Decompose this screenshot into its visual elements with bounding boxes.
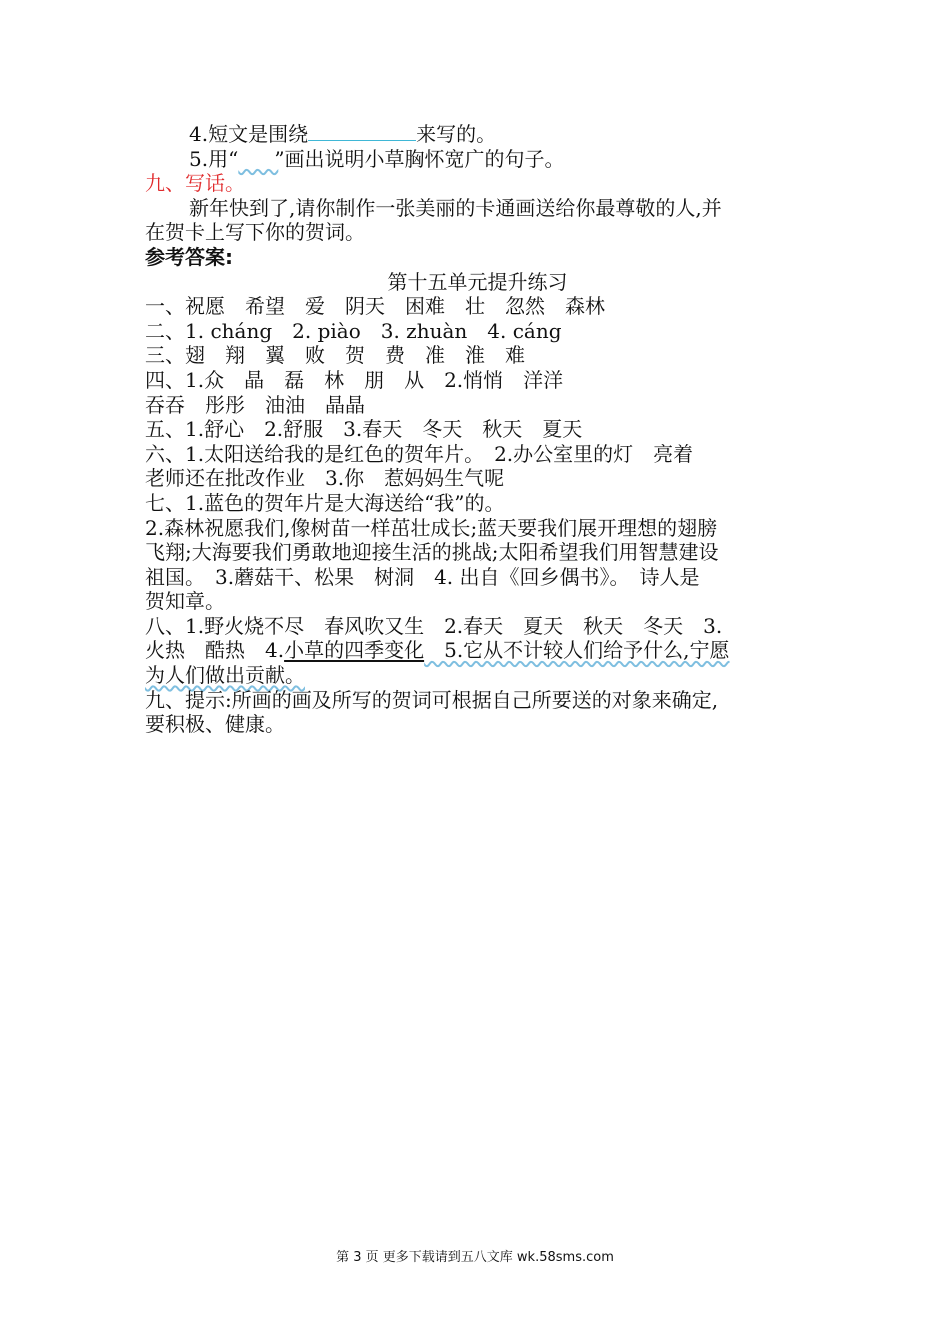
- answer-7-line1: 七、1.蓝色的贺年片是大海送给“我”的。: [145, 490, 505, 515]
- answer-7-line3: 飞翔;大海要我们勇敢地迎接生活的挑战;太阳希望我们用智慧建设: [145, 540, 719, 565]
- answer-7-line5: 贺知章。: [145, 589, 225, 614]
- q5-suffix: ”画出说明小草胸怀宽广的句子。: [274, 146, 565, 171]
- answer-3: 三、翅 翔 翼 败 贺 费 准 淮 难: [145, 343, 525, 368]
- section-9-body-line1: 新年快到了,请你制作一张美丽的卡通画送给你最尊敬的人,并: [189, 195, 722, 220]
- answer-8-line1: 八、1.野火烧不尽 春风吹又生 2.春天 夏天 秋天 冬天 3.: [145, 613, 723, 638]
- answer-9-line1: 九、提示:所画的画及所写的贺词可根据自己所要送的对象来确定,: [145, 687, 719, 712]
- answer-6-line1: 六、1.太阳送给我的是红色的贺年片。 2.办公室里的灯 亮着: [145, 441, 694, 466]
- page-footer: 第 3 页 更多下载请到五八文库 wk.58sms.com: [336, 1250, 614, 1265]
- answer-1: 一、祝愿 希望 爱 阴天 困难 壮 忽然 森林: [145, 294, 605, 319]
- answer-8-line2-suffix: 5.它从不计较人们给予什么,宁愿: [424, 638, 730, 663]
- answer-8-line3: [145, 663, 810, 688]
- q5-prefix: 5.用“: [189, 146, 239, 171]
- q5-wavy-mark: ​: [238, 146, 279, 171]
- q4-suffix: 来写的。: [416, 122, 497, 146]
- answer-4-line2: 吞吞 彤彤 油油 晶晶: [145, 392, 365, 417]
- question-5: [145, 147, 810, 172]
- answer-7-line4: 祖国。 3.蘑菇干、松果 树洞 4. 出自《回乡偶书》。 诗人是: [145, 564, 700, 589]
- document-body: [145, 122, 810, 737]
- answer-8-underlined-text: 小草的四季变化: [284, 638, 425, 663]
- answer-2: 二、1. cháng 2. piào 3. zhuàn 4. cáng: [145, 318, 562, 343]
- answer-7-line2: 2.森林祝愿我们,像树苗一样茁壮成长;蓝天要我们展开理想的翅膀: [145, 515, 718, 540]
- answer-5: 五、1.舒心 2.舒服 3.春天 冬天 秋天 夏天: [145, 417, 583, 442]
- section-9-heading: 九、写话。: [145, 171, 245, 196]
- answer-8-line3-text: 为人们做出贡献。: [145, 663, 305, 688]
- answer-8-line2-prefix: 火热 酷热 4.: [145, 638, 285, 663]
- question-4: [145, 122, 810, 147]
- answers-title: 第十五单元提升练习: [387, 269, 568, 294]
- answer-9-line2: 要积极、健康。: [145, 712, 285, 737]
- section-9-body-line2: 在贺卡上写下你的贺词。: [145, 220, 365, 245]
- q4-prefix: 4.短文是围绕: [189, 122, 309, 146]
- answers-heading: 参考答案:: [145, 244, 233, 269]
- answer-4-line1: 四、1.众 晶 磊 林 朋 从 2.悄悄 洋洋: [145, 367, 564, 392]
- q4-blank: [308, 122, 416, 141]
- answer-6-line2: 老师还在批改作业 3.你 惹妈妈生气呢: [145, 466, 505, 491]
- answer-8-line2: [145, 638, 810, 663]
